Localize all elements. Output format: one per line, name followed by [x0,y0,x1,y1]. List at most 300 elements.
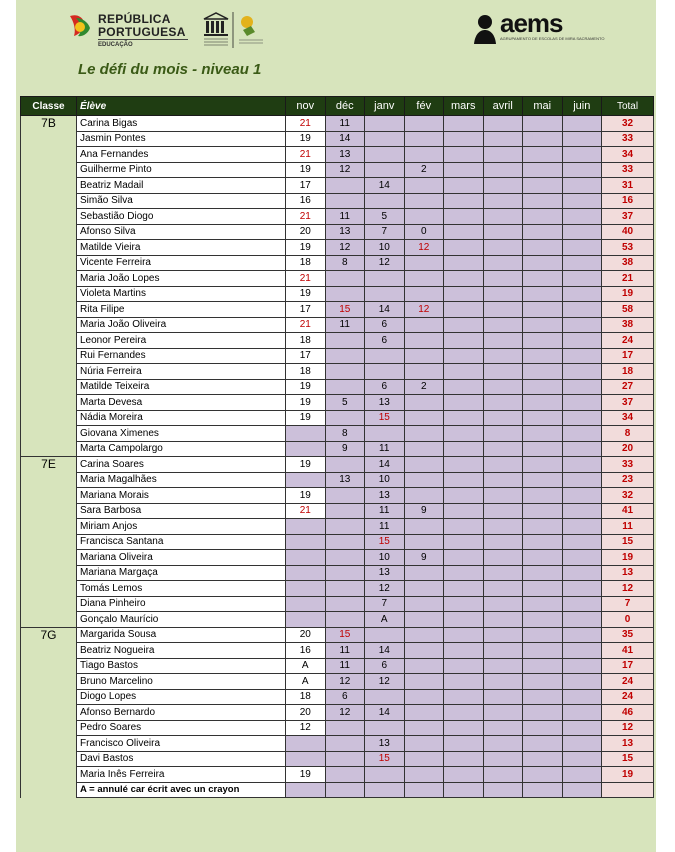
cell-score-janv: 10 [365,472,405,488]
cell-score-fev [404,643,444,659]
cell-score-empty [444,333,484,349]
col-header-classe: Classe [21,97,77,116]
cell-score-fev: 12 [404,240,444,256]
cell-score-janv [365,720,405,736]
cell-score-empty [365,782,405,798]
cell-score-empty [483,503,523,519]
cell-score-dec [325,612,365,628]
cell-score-empty [444,162,484,178]
cell-score-nov [286,565,326,581]
cell-score-empty [483,674,523,690]
cell-score-nov: 20 [286,224,326,240]
cell-student-name: Mariana Margaça [77,565,286,581]
cell-score-fev [404,689,444,705]
table-row [21,689,654,705]
cell-total: 41 [602,643,654,659]
cell-student-name: Beatriz Nogueira [77,643,286,659]
cell-score-empty [523,379,563,395]
cell-score-nov [286,751,326,767]
cell-score-empty [562,131,602,147]
table-row [21,348,654,364]
cell-score-janv: 13 [365,565,405,581]
cell-score-fev: 9 [404,550,444,566]
cell-score-empty [523,596,563,612]
cell-score-empty [444,689,484,705]
cell-score-nov [286,426,326,442]
cell-score-janv: 10 [365,240,405,256]
cell-score-empty [444,286,484,302]
cell-score-empty [483,705,523,721]
cell-classe [21,286,77,302]
cell-score-empty [444,596,484,612]
cell-score-empty [483,519,523,535]
cell-score-janv [365,193,405,209]
header [16,0,656,95]
table-row [21,751,654,767]
cell-student-name: Afonso Silva [77,224,286,240]
cell-score-empty [562,209,602,225]
cell-score-empty [483,550,523,566]
table-header-row [21,97,654,116]
cell-score-empty [523,271,563,287]
cell-score-empty [483,767,523,783]
cell-score-empty [483,426,523,442]
cell-score-dec [325,534,365,550]
cell-score-janv [365,147,405,163]
cell-score-fev [404,736,444,752]
cell-classe [21,503,77,519]
cell-total: 19 [602,286,654,302]
cell-total: 7 [602,596,654,612]
cell-score-empty [444,488,484,504]
table-row [21,131,654,147]
cell-student-name: Diogo Lopes [77,689,286,705]
cell-student-name: Guilherme Pinto [77,162,286,178]
cell-score-fev [404,333,444,349]
cell-total: 15 [602,534,654,550]
cell-score-dec: 14 [325,131,365,147]
cell-score-fev: 2 [404,379,444,395]
cell-score-dec [325,519,365,535]
cell-classe [21,596,77,612]
cell-classe [21,162,77,178]
aems-wordmark: aems [500,8,563,38]
cell-score-nov: 19 [286,395,326,411]
cell-score-empty [483,782,523,798]
cell-score-janv: 12 [365,255,405,271]
table-row [21,410,654,426]
cell-classe: 7G [21,627,77,643]
footnote-text: A = annulé car écrit avec un crayon [77,782,286,798]
cell-classe [21,612,77,628]
cell-score-empty [523,441,563,457]
cell-student-name: Gonçalo Maurício [77,612,286,628]
cell-score-dec [325,286,365,302]
cell-score-fev [404,705,444,721]
cell-score-fev [404,317,444,333]
cell-score-dec: 11 [325,116,365,132]
cell-score-empty [562,426,602,442]
cell-total: 37 [602,209,654,225]
cell-student-name: Tomás Lemos [77,581,286,597]
cell-total: 46 [602,705,654,721]
cell-score-empty [444,302,484,318]
cell-student-name: Carina Soares [77,457,286,473]
table-row [21,255,654,271]
cell-score-fev [404,286,444,302]
cell-score-empty [523,147,563,163]
cell-score-empty [444,736,484,752]
cell-score-empty [444,767,484,783]
table-row [21,302,654,318]
cell-score-dec: 12 [325,705,365,721]
cell-score-empty [523,689,563,705]
cell-score-janv: 12 [365,674,405,690]
cell-score-empty [562,612,602,628]
cell-student-name: Rui Fernandes [77,348,286,364]
cell-score-empty [562,627,602,643]
cell-classe [21,751,77,767]
cell-score-janv [365,286,405,302]
cell-score-dec: 12 [325,162,365,178]
table-row [21,379,654,395]
cell-score-nov [286,581,326,597]
cell-score-nov: 18 [286,689,326,705]
cell-student-name: Mariana Morais [77,488,286,504]
cell-score-empty [523,751,563,767]
cell-score-janv [365,116,405,132]
cell-score-empty [444,379,484,395]
cell-score-nov: 17 [286,348,326,364]
cell-student-name: Francisca Santana [77,534,286,550]
table-row [21,736,654,752]
cell-score-empty [523,178,563,194]
cell-score-empty [483,689,523,705]
aems-subtitle: AGRUPAMENTO DE ESCOLAS DE MIRA SACRAMENTO [500,36,605,41]
col-header-janv: janv [365,97,405,116]
cell-score-empty [562,271,602,287]
cell-score-empty [562,767,602,783]
cell-total [602,782,654,798]
cell-score-empty [523,333,563,349]
portuguesa-text: PORTUGUESA [98,25,186,39]
cell-student-name: Francisco Oliveira [77,736,286,752]
cell-score-empty [562,441,602,457]
cell-score-empty [562,240,602,256]
cell-total: 40 [602,224,654,240]
cell-score-nov: 16 [286,193,326,209]
cell-score-empty [523,565,563,581]
cell-score-empty [562,364,602,380]
cell-score-janv: 7 [365,596,405,612]
cell-score-empty [444,457,484,473]
cell-student-name: Matilde Teixeira [77,379,286,395]
cell-score-empty [483,379,523,395]
cell-score-nov [286,596,326,612]
table-row [21,116,654,132]
cell-classe [21,519,77,535]
cell-score-empty [444,581,484,597]
cell-classe [21,565,77,581]
cell-student-name: Maria Inês Ferreira [77,767,286,783]
table-row [21,705,654,721]
cell-total: 38 [602,317,654,333]
cell-score-fev [404,131,444,147]
cell-classe [21,240,77,256]
cell-score-fev [404,674,444,690]
cell-score-empty [483,488,523,504]
cell-score-dec: 11 [325,317,365,333]
cell-score-empty [483,178,523,194]
cell-score-dec [325,364,365,380]
cell-total: 0 [602,612,654,628]
cell-student-name: Carina Bigas [77,116,286,132]
cell-total: 34 [602,147,654,163]
cell-score-empty [444,627,484,643]
cell-score-fev [404,193,444,209]
col-header-mars: mars [444,97,484,116]
table-row [21,519,654,535]
cell-score-empty [562,488,602,504]
cell-score-fev: 9 [404,503,444,519]
cell-score-janv: 6 [365,379,405,395]
cell-score-dec: 5 [325,395,365,411]
cell-score-empty [483,658,523,674]
cell-score-empty [523,193,563,209]
cell-total: 12 [602,720,654,736]
cell-score-empty [523,472,563,488]
cell-score-empty [483,286,523,302]
cell-score-empty [483,395,523,411]
cell-score-empty [483,441,523,457]
cell-score-empty [444,643,484,659]
cell-score-empty [483,565,523,581]
cell-score-dec [325,348,365,364]
cell-score-nov: A [286,674,326,690]
cell-score-empty [523,705,563,721]
cell-score-nov [286,612,326,628]
cell-score-empty [523,348,563,364]
cell-score-empty [562,782,602,798]
cell-classe [21,333,77,349]
cell-total: 18 [602,364,654,380]
cell-score-empty [562,519,602,535]
cell-classe [21,782,77,798]
cell-score-dec: 13 [325,147,365,163]
cell-student-name: Vicente Ferreira [77,255,286,271]
cell-score-janv: 15 [365,534,405,550]
cell-score-nov: 17 [286,302,326,318]
cell-score-fev [404,751,444,767]
cell-score-empty [523,612,563,628]
cell-total: 24 [602,689,654,705]
cell-score-empty [562,596,602,612]
cell-score-empty [562,689,602,705]
cell-score-dec: 9 [325,441,365,457]
cell-classe [21,364,77,380]
cell-score-nov: 16 [286,643,326,659]
cell-score-empty [562,162,602,178]
cell-score-empty [523,209,563,225]
cell-score-empty [562,317,602,333]
cell-score-janv: A [365,612,405,628]
cell-total: 12 [602,581,654,597]
cell-total: 34 [602,410,654,426]
table-row [21,240,654,256]
cell-total: 33 [602,457,654,473]
cell-score-janv: 15 [365,410,405,426]
cell-total: 20 [602,441,654,457]
cell-score-fev [404,472,444,488]
cell-score-empty [523,131,563,147]
cell-score-empty [523,550,563,566]
cell-score-fev [404,147,444,163]
cell-score-dec: 15 [325,302,365,318]
cell-score-empty [562,224,602,240]
cell-score-dec [325,271,365,287]
cell-score-nov: 12 [286,720,326,736]
cell-score-empty [483,643,523,659]
cell-total: 35 [602,627,654,643]
cell-score-empty [444,441,484,457]
table-row [21,767,654,783]
cell-score-dec: 11 [325,209,365,225]
cell-score-empty [562,255,602,271]
cell-score-empty [523,720,563,736]
cell-score-nov: 17 [286,178,326,194]
cell-total: 11 [602,519,654,535]
cell-score-empty [483,736,523,752]
cell-score-empty [404,782,444,798]
cell-score-dec [325,410,365,426]
cell-score-janv: 13 [365,488,405,504]
cell-total: 53 [602,240,654,256]
cell-classe [21,271,77,287]
cell-score-empty [444,131,484,147]
cell-score-empty [523,488,563,504]
cell-score-fev: 2 [404,162,444,178]
cell-score-empty [444,116,484,132]
cell-score-empty [523,581,563,597]
cell-score-nov: 18 [286,255,326,271]
cell-score-empty [483,720,523,736]
cell-total: 13 [602,565,654,581]
cell-score-empty [562,658,602,674]
cell-score-dec: 11 [325,643,365,659]
cell-score-janv: 15 [365,751,405,767]
cell-score-dec: 15 [325,627,365,643]
cell-score-dec [325,720,365,736]
cell-classe [21,472,77,488]
cell-total: 37 [602,395,654,411]
cell-classe [21,581,77,597]
cell-score-empty [562,457,602,473]
cell-score-nov [286,550,326,566]
cell-student-name: Ana Fernandes [77,147,286,163]
cell-score-nov [286,441,326,457]
cell-score-empty [562,178,602,194]
col-header-avril: avril [483,97,523,116]
cell-classe [21,395,77,411]
cell-score-empty [444,565,484,581]
cell-student-name: Violeta Martins [77,286,286,302]
cell-score-empty [562,348,602,364]
cell-score-empty [286,782,326,798]
cell-score-dec [325,457,365,473]
cell-total: 23 [602,472,654,488]
cell-classe [21,736,77,752]
cell-student-name: Davi Bastos [77,751,286,767]
cell-score-empty [523,317,563,333]
cell-student-name: Mariana Oliveira [77,550,286,566]
cell-score-nov: A [286,658,326,674]
cell-score-janv: 10 [365,550,405,566]
cell-score-empty [444,364,484,380]
cell-score-nov [286,472,326,488]
cell-score-nov: 21 [286,209,326,225]
cell-total: 58 [602,302,654,318]
table-row [21,674,654,690]
cell-score-empty [444,534,484,550]
table-row [21,426,654,442]
cell-score-fev [404,348,444,364]
cell-score-empty [444,782,484,798]
table-row [21,658,654,674]
footnote-row [21,782,654,798]
cell-score-empty [444,224,484,240]
cell-score-janv: 14 [365,302,405,318]
cell-classe [21,767,77,783]
cell-score-empty [562,503,602,519]
cell-classe [21,193,77,209]
cell-score-dec: 8 [325,426,365,442]
cell-score-nov: 21 [286,317,326,333]
cell-classe [21,131,77,147]
cell-total: 16 [602,193,654,209]
cell-score-dec [325,178,365,194]
cell-student-name: Miriam Anjos [77,519,286,535]
cell-classe [21,410,77,426]
table-row [21,488,654,504]
table-row [21,271,654,287]
cell-score-empty [444,503,484,519]
cell-total: 13 [602,736,654,752]
cell-student-name: Marta Devesa [77,395,286,411]
col-header-dec: déc [325,97,365,116]
cell-score-empty [483,581,523,597]
cell-score-empty [562,705,602,721]
cell-score-empty [562,472,602,488]
table-row [21,581,654,597]
cell-score-fev: 12 [404,302,444,318]
cell-score-fev [404,441,444,457]
table-row [21,472,654,488]
cell-score-fev: 0 [404,224,444,240]
cell-classe [21,302,77,318]
cell-classe [21,488,77,504]
cell-score-empty [523,767,563,783]
cell-score-empty [523,255,563,271]
portugal-emblem-icon [66,12,94,40]
table-row [21,643,654,659]
cell-student-name: Margarida Sousa [77,627,286,643]
founder-portrait-icon [472,12,498,44]
cell-score-nov: 19 [286,767,326,783]
table-row [21,193,654,209]
cell-score-dec: 13 [325,224,365,240]
cell-score-dec [325,581,365,597]
cell-student-name: Marta Campolargo [77,441,286,457]
